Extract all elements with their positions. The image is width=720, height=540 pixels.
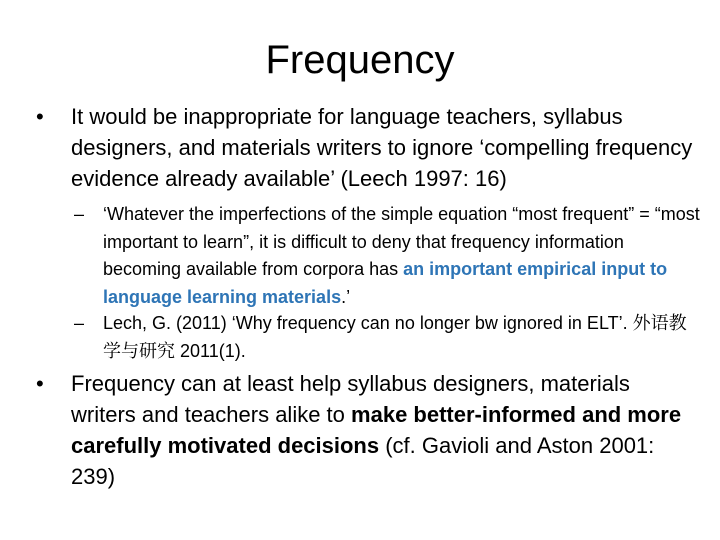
bullet-item-1 xyxy=(36,101,698,194)
highlighted-phrase: an important empirical input to language learning materials xyxy=(103,259,668,307)
sub-bullet-item-2 xyxy=(74,310,702,365)
slide-title: Frequency xyxy=(265,38,455,82)
sub-bullet-marker: – xyxy=(74,204,85,224)
bold-phrase: make better-informed and more carefully motivated decisions xyxy=(71,402,682,458)
bullet-marker: • xyxy=(36,371,44,396)
bullet-text-start: Frequency can at least help syllabus designers, materials writers and teachers alike to xyxy=(71,371,630,427)
sub-bullet-text xyxy=(103,201,702,311)
bullet-text: It would be inappropriate for language teachers, syllabus designers, and materials writers to ignore ‘compelling frequency evidence already available’ (Leech 1997: 16) xyxy=(71,104,693,191)
sub-bullet-marker: – xyxy=(74,313,85,333)
bullet-text xyxy=(71,368,698,492)
quote-end: .’ xyxy=(341,286,351,307)
quote-text: ‘Whatever the imperfections of the simple equation “most frequent” = “most important to learn”, it is difficult to deny that frequency information becoming available from corpora has xyxy=(103,204,700,279)
sub-bullet-item-1 xyxy=(74,201,702,311)
bullet-marker: • xyxy=(36,104,44,129)
bullet-text-end: (cf. Gavioli and Aston 2001: 239) xyxy=(71,433,655,489)
citation-text: Lech, G. (2011) ‘Why frequency can no longer bw ignored in ELT’. 外语教学与研究 2011(1). xyxy=(103,313,687,361)
bullet-item-2 xyxy=(36,368,698,492)
